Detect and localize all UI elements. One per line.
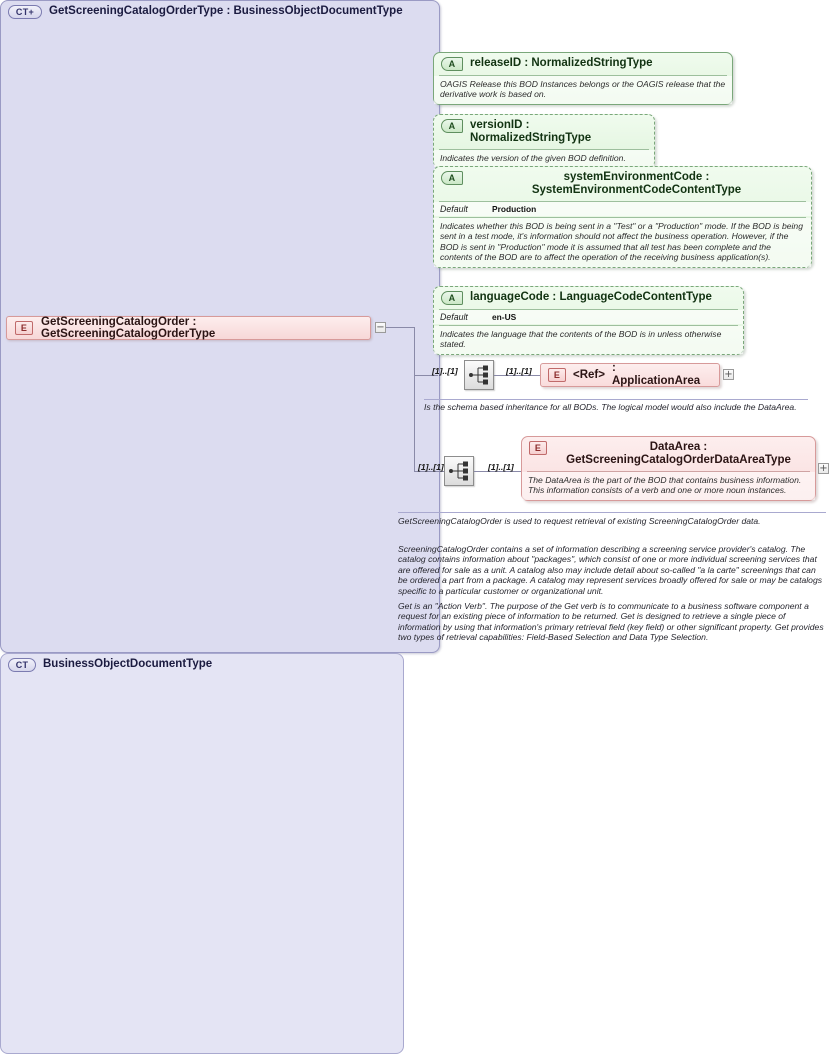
- attribute-systemenvironmentcode-documentation: Indicates whether this BOD is being sent in a "Test" or a "Production" mode. If the BOD is being sent in a test mode, it's information should not affect the business operation. However, if the BOD is sent in "Production" mode it is assumed that all test has been complete and the contents of the BOD are to affect the operation of the receiving business application(s).: [434, 218, 811, 267]
- sequence-compositor-dataarea[interactable]: [444, 456, 474, 486]
- footer-doc-description: ScreeningCatalogOrder contains a set of information describing a screening service provider's catalog. The catalog contains information about "packages", which consist of one or more individual screening services that are offered for sale as a unit. A catalog also may include detail about so-called "a la carte" screenings that can be ordered a part from a package. A catalog may represent services broadly offered for sale or may be catalogs specific to a particular customer or organizational unit.: [398, 544, 823, 596]
- inner-complextype-box: [0, 653, 404, 1054]
- attribute-releaseid-title-row: [434, 53, 732, 74]
- attribute-versionid-title-row: [434, 115, 654, 148]
- cardinality-dataarea-left: [1]..[1]: [418, 462, 444, 472]
- attribute-languagecode-default-row: [434, 310, 743, 324]
- element-applicationarea-ref: <Ref>: [573, 368, 605, 381]
- element-badge-icon: E: [548, 368, 566, 382]
- attribute-systemenvironmentcode-default-row: [434, 202, 811, 216]
- inner-complextype-badge-icon: CT: [8, 658, 36, 672]
- attribute-languagecode-title-row: [434, 287, 743, 308]
- attribute-releaseid[interactable]: [433, 52, 733, 105]
- default-label: Default: [440, 204, 468, 214]
- attribute-releaseid-documentation: OAGIS Release this BOD Instances belongs or the OAGIS release that the derivative work is based on.: [434, 76, 732, 104]
- attribute-systemenvironmentcode-name: systemEnvironmentCode : SystemEnvironmentCodeContentType: [531, 171, 742, 196]
- inner-complextype-title-row: [1, 654, 403, 675]
- inner-complextype-title: BusinessObjectDocumentType: [43, 658, 213, 670]
- attribute-badge-icon: A: [441, 57, 463, 71]
- element-applicationarea-expand-toggle[interactable]: +: [724, 369, 733, 380]
- complextype-badge-icon: CT +: [8, 5, 42, 19]
- cardinality-dataarea-right: [1]..[1]: [488, 462, 514, 472]
- sequence-compositor-applicationarea[interactable]: [464, 360, 494, 390]
- default-label: Default: [440, 312, 468, 322]
- attribute-languagecode[interactable]: [433, 286, 744, 355]
- inner-doc-separator: [424, 399, 808, 400]
- footer-doc-summary: GetScreeningCatalogOrder is used to request retrieval of existing ScreeningCatalogOrder data.: [398, 516, 761, 526]
- attribute-languagecode-documentation: Indicates the language that the contents of the BOD is in unless otherwise stated.: [434, 326, 743, 354]
- element-dataarea-documentation: The DataArea is the part of the BOD that contains business information. This information consists of a verb and one or more noun instances.: [522, 472, 815, 500]
- attribute-systemenvironmentcode[interactable]: [433, 166, 812, 268]
- attribute-languagecode-name: languageCode : LanguageCodeContentType: [470, 291, 712, 303]
- attribute-versionid-name: versionID : NormalizedStringType: [470, 119, 592, 144]
- element-applicationarea-title-row: [541, 364, 719, 386]
- cardinality-apparea-left: [1]..[1]: [432, 366, 458, 376]
- root-element-collapse-toggle[interactable]: −: [376, 322, 385, 333]
- default-value: Production: [492, 204, 537, 214]
- attribute-badge-icon: A: [441, 171, 463, 185]
- complextype-title: GetScreeningCatalogOrderType : BusinessObjectDocumentType: [49, 5, 403, 17]
- attribute-versionid-documentation: Indicates the version of the given BOD definition.: [434, 150, 654, 167]
- attribute-badge-icon: A: [441, 291, 463, 305]
- attribute-releaseid-name: releaseID : NormalizedStringType: [470, 57, 653, 69]
- footer-separator: [398, 512, 826, 513]
- element-dataarea-expand-toggle[interactable]: +: [819, 463, 828, 474]
- connector-trunk-vertical: [414, 327, 415, 472]
- element-badge-icon: E: [529, 441, 547, 455]
- element-dataarea-title-row: [522, 437, 815, 470]
- connector-root-to-type: [386, 327, 414, 328]
- attribute-systemenvironmentcode-title-row: [434, 167, 811, 200]
- element-dataarea-title: DataArea : GetScreeningCatalogOrderDataAreaType: [566, 441, 791, 466]
- root-element-box[interactable]: [6, 316, 371, 340]
- complextype-title-row: [1, 1, 439, 22]
- default-value: en-US: [492, 312, 517, 322]
- inner-complextype-documentation: Is the schema based inheritance for all BODs. The logical model would also include the DataArea.: [424, 402, 797, 412]
- element-applicationarea[interactable]: [540, 363, 720, 387]
- footer-doc-verb: Get is an "Action Verb". The purpose of the Get verb is to communicate to a business software component a request for an existing piece of information to be returned. Get is designed to retrieve a single piece of information by using that information's primary retrieval field (key field) or other significant property. Get provides two types of retrieval capabilities: Field-Based Selection and Data Type Selection.: [398, 601, 824, 643]
- attribute-badge-icon: A: [441, 119, 463, 133]
- element-applicationarea-type: : ApplicationArea: [611, 362, 701, 387]
- element-badge-icon: E: [15, 321, 33, 335]
- attribute-versionid[interactable]: [433, 114, 655, 168]
- root-element-label: GetScreeningCatalogOrder : GetScreeningCatalogOrderType: [41, 316, 216, 340]
- cardinality-apparea-right: [1]..[1]: [506, 366, 532, 376]
- element-dataarea[interactable]: [521, 436, 816, 501]
